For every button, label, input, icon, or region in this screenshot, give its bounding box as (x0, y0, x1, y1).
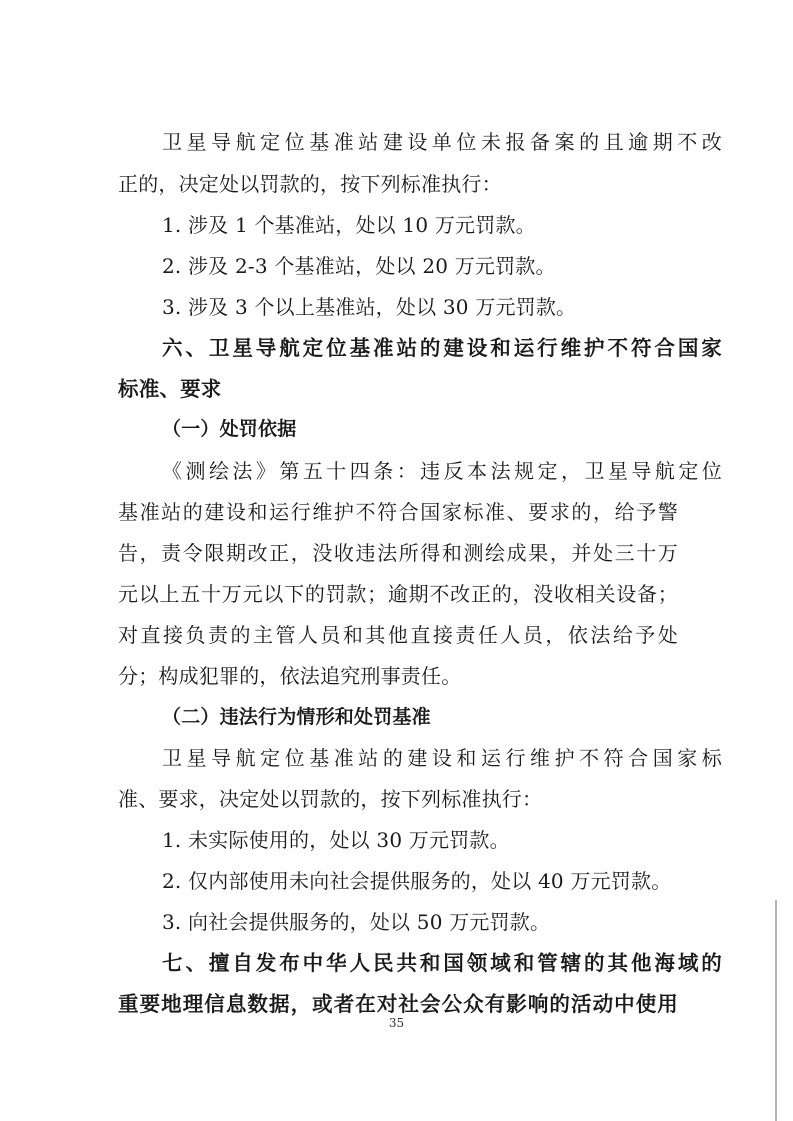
section-heading: 标准、要求 (118, 377, 222, 401)
section-heading: 七、擅自发布中华人民共和国领域和管辖的其他海域的 (162, 951, 722, 975)
list-item: 3. 涉及 3 个以上基准站，处以 30 万元罚款。 (162, 295, 577, 319)
paragraph-line: 《测绘法》第五十四条：违反本法规定，卫星导航定位 (162, 459, 722, 483)
list-item: 1. 未实际使用的，处以 30 万元罚款。 (162, 828, 510, 852)
paragraph-line: 对直接负责的主管人员和其他直接责任人员，依法给予处 (118, 623, 678, 647)
paragraph-line: 卫星导航定位基准站的建设和运行维护不符合国家标 (162, 746, 722, 770)
list-item: 3. 向社会提供服务的，处以 50 万元罚款。 (162, 910, 551, 934)
paragraph-line: 正的，决定处以罚款的，按下列标准执行： (118, 172, 502, 196)
list-item: 1. 涉及 1 个基准站，处以 10 万元罚款。 (162, 213, 536, 237)
list-item: 2. 仅内部使用未向社会提供服务的，处以 40 万元罚款。 (162, 869, 672, 893)
paragraph-line: 准、要求，决定处以罚款的，按下列标准执行： (118, 787, 543, 811)
paragraph-line: 基准站的建设和运行维护不符合国家标准、要求的，给予警 (118, 500, 678, 524)
subsection-heading: （一）处罚依据 (162, 418, 297, 440)
subsection-heading: （二）违法行为情形和处罚基准 (162, 706, 431, 728)
section-heading: 重要地理信息数据，或者在对社会公众有影响的活动中使用 (118, 992, 678, 1016)
paragraph-line: 告，责令限期改正，没收违法所得和测绘成果，并处三十万 (118, 541, 678, 565)
page-number: 35 (388, 1016, 405, 1030)
section-heading: 六、卫星导航定位基准站的建设和运行维护不符合国家 (162, 336, 722, 360)
paragraph-line: 分；构成犯罪的，依法追究刑事责任。 (118, 664, 462, 688)
paragraph-line: 卫星导航定位基准站建设单位未报备案的且逾期不改 (162, 130, 722, 154)
paragraph-line: 元以上五十万元以下的罚款；逾期不改正的，没收相关设备； (118, 582, 678, 606)
scan-edge-line (775, 900, 777, 1121)
list-item: 2. 涉及 2-3 个基准站，处以 20 万元罚款。 (162, 254, 556, 278)
